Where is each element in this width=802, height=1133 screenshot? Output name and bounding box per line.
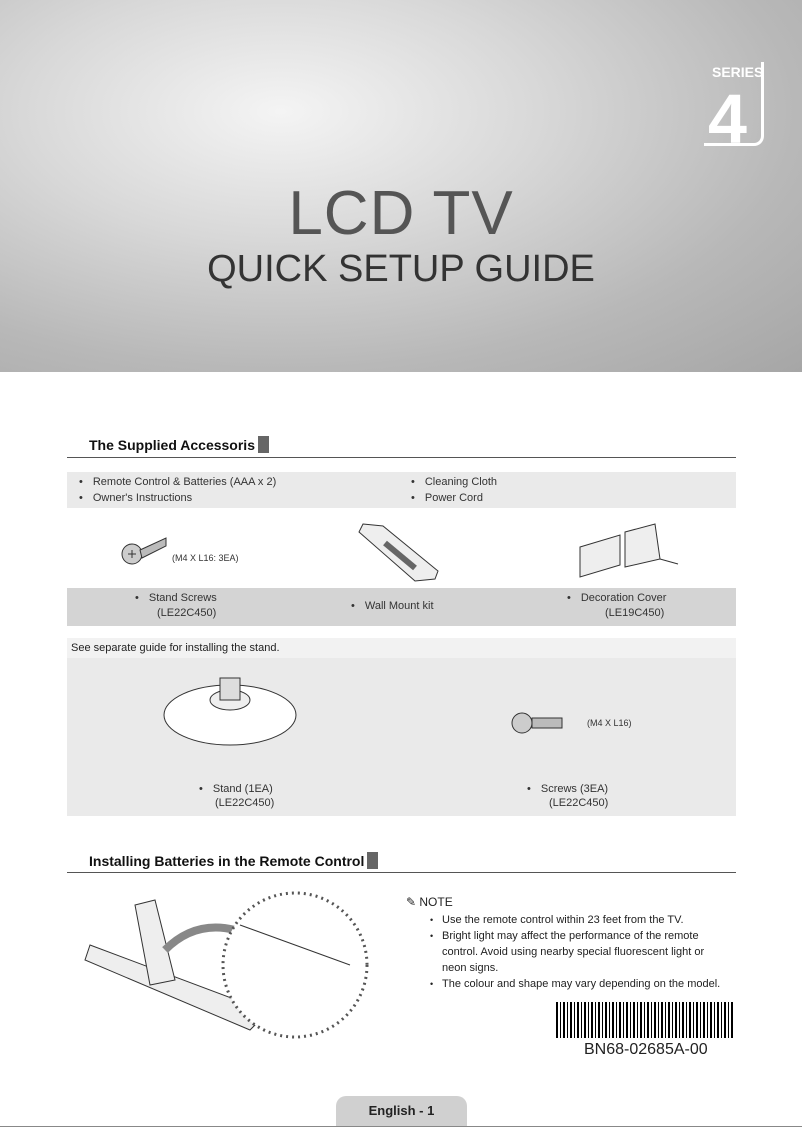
divider bbox=[67, 872, 736, 873]
section-heading-batteries: Installing Batteries in the Remote Control bbox=[89, 852, 378, 869]
note-label: ✎ NOTE bbox=[406, 895, 453, 909]
accessory-list: • Remote Control & Batteries (AAA x 2) • Owner's Instructions • Cleaning Cloth • Power Cord bbox=[67, 472, 736, 508]
screw-icon bbox=[120, 530, 170, 570]
wall-mount-icon bbox=[355, 518, 445, 583]
cover-banner bbox=[0, 0, 802, 372]
barcode bbox=[556, 1002, 734, 1038]
barcode-number: BN68-02685A-00 bbox=[584, 1041, 708, 1058]
remote-battery-illustration bbox=[80, 885, 370, 1065]
title: LCD TV bbox=[288, 179, 514, 248]
decoration-cover-icon bbox=[570, 522, 690, 582]
stand-section: See separate guide for installing the stand. • Stand (1EA) (LE22C450) • Screws (3EA) (LE22C450) (M4 X L16) bbox=[67, 638, 736, 816]
accessory-items: • Stand Screws (LE22C450) • Wall Mount kit • Decoration Cover (LE19C450) bbox=[67, 588, 736, 626]
footer-rule bbox=[0, 1126, 802, 1127]
series-logo: SERIES 4 bbox=[704, 62, 764, 146]
note-list: • Use the remote control within 23 feet from the TV. • Bright light may affect the performance of the remote control. Avoid using nearby special fluorescent light or neon signs. • The colour and shape may vary depending on the model. bbox=[430, 912, 730, 992]
screw-icon bbox=[510, 705, 565, 740]
page-number: English - 1 bbox=[336, 1096, 467, 1126]
subtitle: QUICK SETUP GUIDE bbox=[207, 248, 595, 290]
stand-icon bbox=[160, 660, 300, 750]
section-heading-accessories: The Supplied Accessoris bbox=[89, 436, 269, 453]
divider bbox=[67, 457, 736, 458]
